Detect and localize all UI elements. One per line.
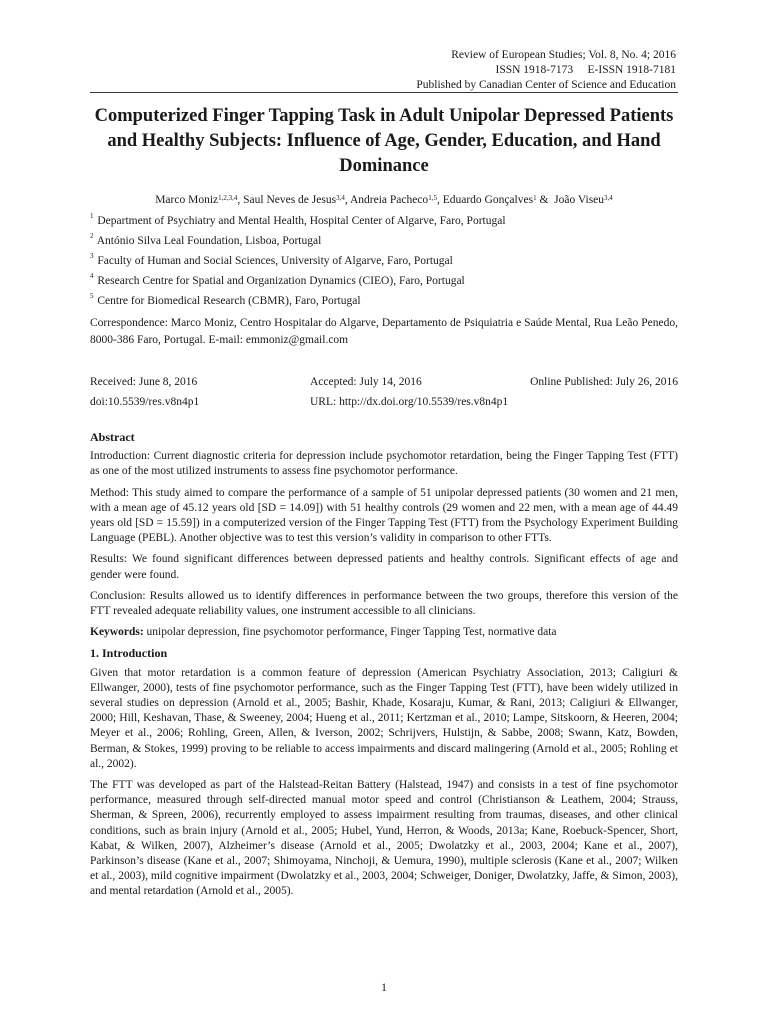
affiliation-text: Faculty of Human and Social Sciences, University of Algarve, Faro, Portugal — [97, 255, 453, 267]
doi-link[interactable]: doi:10.5539/res.v8n4p1 — [90, 396, 200, 408]
introduction-heading: 1. Introduction — [90, 646, 168, 661]
publication-dates — [90, 372, 678, 412]
header-rule — [90, 92, 678, 93]
keywords-label: Keywords: — [90, 626, 144, 639]
journal-header — [416, 48, 676, 93]
author-name: Marco Moniz — [155, 194, 219, 206]
author-separator: & — [536, 194, 552, 206]
author-name: João Viseu — [554, 194, 605, 206]
introduction-paragraph-2: The FTT was developed as part of the Halstead-Reitan Battery (Halstead, 1947) and consists in a test of fine psychomotor performance, measured through self-directed manual motor speed and control (Christianson & Leathem, 2004; Strauss, Sherman, & Spreen, 2006), recurrently employed to assess impairment resulting from traumas, diseases, and other clinical conditions, such as brain injury (Arnold et al., 2005; Hubel, Yund, Herron, & Woods, 2013a; Kane, Roebuck-Spencer, Short, Kabat, & Wilken, 2007), Alzheimer’s disease (Arnold et al., 2005; Dwolatzky et al., 2003, 2004; Kane et al., 2007), Parkinson’s disease (Kane et al., 2007; Shimoyama, Ninchoji, & Uemura, 1990), multiple sclerosis (Kane et al., 2007; Wilken et al., 2003), mild cognitive impairment (Dwolatzky et al., 2003, 2004; Schweiger, Doniger, Dwolatzky, Jaffe, & Simon, 2003), and mental retardation (Arnold et al., 2005). — [90, 779, 678, 898]
affiliation-item — [90, 231, 680, 251]
author-list — [90, 192, 678, 208]
affiliation-number: 1 — [90, 212, 94, 220]
author-name: Eduardo Gonçalves — [442, 194, 534, 206]
journal-publisher: Published by Canadian Center of Science and Education — [416, 79, 676, 91]
author-affil-marker: 3,4 — [336, 194, 345, 202]
author-separator: , — [237, 194, 244, 206]
affiliation-item — [90, 211, 680, 231]
affiliation-number: 4 — [90, 272, 94, 280]
abstract-results: Results: We found significant differences between depressed patients and healthy controls. Significant effects of age and gender were found. — [90, 553, 678, 581]
abstract-introduction: Introduction: Current diagnostic criteria for depression include psychomotor retardation, being the Finger Tapping Test (FTT) as one of the most utilized instruments to assess fine psychomotor performance. — [90, 450, 678, 478]
author-name: Andreia Pacheco — [349, 194, 429, 206]
affiliation-number: 3 — [90, 252, 94, 260]
page-number: 1 — [381, 982, 387, 994]
correspondence: Correspondence: Marco Moniz, Centro Hospitalar do Algarve, Departamento de Psiquiatria e Saúde Mental, Rua Leão Penedo, 8000-386 Faro, Portugal. E-mail: emmoniz@gmail.com — [90, 317, 678, 346]
author-separator: , — [436, 194, 443, 206]
introduction-paragraph-1: Given that motor retardation is a common feature of depression (American Psychiatry Association, 2013; Caligiuri & Ellwanger, 2000), tests of fine psychomotor performance, such as the Finger Tapping Test (FTT), have been widely utilized in several studies on depression (Arnold et al., 2005; Bashir, Khade, Kosaraju, Kumar, & Rani, 2013; Caligiuri & Ellwanger, 2000; Hill, Keshavan, Thase, & Sweeney, 2004; Hueng et al., 2011; Kertzman et al., 2010; Lampe, Sitskoorn, & Heeren, 2004; Meyer et al., 2006; Rohling, Green, Allen, & Iverson, 2002; Schrijvers, Hulstijn, & Sabbe, 2008; Swann, Katz, Bowden, Berman, & Stokes, 1999) proving to be reliable to access impairments and discard malingering (Arnold et al., 2005; Rohling et al., 2002). — [90, 666, 678, 770]
affiliation-text: António Silva Leal Foundation, Lisboa, Portugal — [96, 235, 322, 247]
affiliation-text: Department of Psychiatry and Mental Health, Hospital Center of Algarve, Faro, Portugal — [97, 215, 506, 227]
affiliation-item — [90, 251, 680, 271]
journal-issn: ISSN 1918-7173 E-ISSN 1918-7181 — [495, 64, 676, 76]
received-date: Received: June 8, 2016 — [90, 376, 198, 388]
author-affil-marker: 1,2,3,4 — [218, 194, 238, 202]
keywords-text: unipolar depression, fine psychomotor performance, Finger Tapping Test, normative data — [143, 626, 557, 639]
affiliation-item — [90, 291, 680, 311]
accepted-date: Accepted: July 14, 2016 — [310, 376, 422, 388]
affiliation-number: 5 — [90, 292, 94, 300]
main-text — [90, 430, 678, 906]
author-separator: , — [344, 194, 350, 206]
author-affil-marker: 3,4 — [604, 194, 613, 202]
url-link[interactable]: URL: http://dx.doi.org/10.5539/res.v8n4p1 — [310, 396, 509, 408]
affiliation-item — [90, 271, 680, 291]
affiliation-text: Centre for Biomedical Research (CBMR), Faro, Portugal — [97, 295, 361, 307]
author-affil-marker: 1,5 — [428, 194, 437, 202]
journal-volume: Review of European Studies; Vol. 8, No. 4; 2016 — [451, 49, 676, 61]
published-date: Online Published: July 26, 2016 — [530, 376, 678, 388]
paper-title: Computerized Finger Tapping Task in Adult Unipolar Depressed Patients and Healthy Subjects: Influence of Age, Gender, Education, and Hand Dominance — [94, 106, 674, 176]
affiliation-text: Research Centre for Spatial and Organization Dynamics (CIEO), Faro, Portugal — [97, 275, 465, 287]
abstract-heading: Abstract — [90, 430, 135, 444]
keywords — [90, 625, 678, 640]
affiliation-number: 2 — [90, 232, 94, 240]
abstract-conclusion: Conclusion: Results allowed us to identify differences in performance between the two groups, therefore this version of the FTT revealed adequate reliability values, one instrument accessible to all clinicians. — [90, 589, 678, 618]
author-affil-marker: 1 — [533, 194, 537, 202]
affiliation-list — [90, 211, 680, 311]
author-name: Saul Neves de Jesus — [243, 194, 337, 206]
abstract-method: Method: This study aimed to compare the performance of a sample of 51 unipolar depressed patients (30 women and 21 men, with a mean age of 45.12 years old [SD = 14.09]) with 51 healthy controls (29 women and 22 men, with a mean age of 44.49 years old [SD = 15.59]) in a computerized version of the Finger Tapping Test (FTT) from the Psychology Experiment Building Language (PEBL). Another objective was to test this version’s validity in comparison to other FTTs. — [90, 486, 678, 545]
